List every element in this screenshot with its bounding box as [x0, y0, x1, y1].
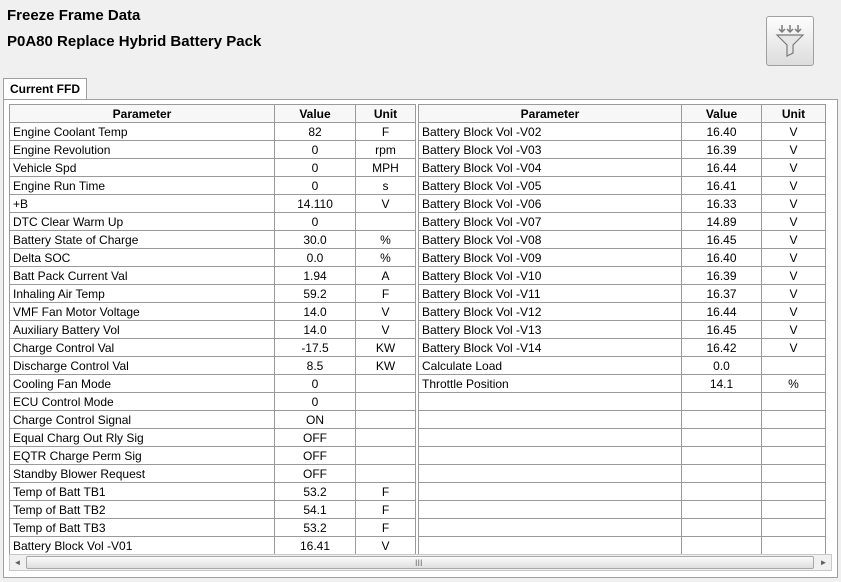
- unit-cell: [762, 411, 826, 429]
- unit-cell: V: [762, 231, 826, 249]
- param-cell: [419, 465, 682, 483]
- table-row[interactable]: [419, 447, 826, 465]
- value-cell: [682, 537, 762, 555]
- table-row[interactable]: [10, 429, 416, 447]
- value-cell: 0: [275, 159, 356, 177]
- table-row[interactable]: [419, 357, 826, 375]
- table-row[interactable]: [419, 537, 826, 555]
- param-cell: Throttle Position: [419, 375, 682, 393]
- value-cell: 16.42: [682, 339, 762, 357]
- param-cell: Battery Block Vol -V11: [419, 285, 682, 303]
- unit-cell: V: [762, 123, 826, 141]
- value-cell: 82: [275, 123, 356, 141]
- value-cell: 0: [275, 393, 356, 411]
- param-cell: Battery Block Vol -V08: [419, 231, 682, 249]
- table-row[interactable]: [419, 501, 826, 519]
- value-cell: [682, 483, 762, 501]
- param-cell: Battery Block Vol -V01: [10, 537, 275, 555]
- param-cell: ECU Control Mode: [10, 393, 275, 411]
- table-row[interactable]: [419, 141, 826, 159]
- unit-cell: V: [762, 213, 826, 231]
- table-row[interactable]: [10, 231, 416, 249]
- param-cell: Temp of Batt TB2: [10, 501, 275, 519]
- value-cell: 53.2: [275, 519, 356, 537]
- param-cell: [419, 537, 682, 555]
- unit-cell: [762, 483, 826, 501]
- table-row[interactable]: [419, 429, 826, 447]
- param-cell: Temp of Batt TB3: [10, 519, 275, 537]
- value-cell: 16.45: [682, 231, 762, 249]
- param-cell: Delta SOC: [10, 249, 275, 267]
- value-cell: 0: [275, 177, 356, 195]
- scroll-right-arrow-icon[interactable]: ►: [816, 555, 831, 570]
- unit-cell: V: [762, 267, 826, 285]
- param-cell: Battery Block Vol -V14: [419, 339, 682, 357]
- table-row[interactable]: [419, 177, 826, 195]
- table-row[interactable]: [419, 321, 826, 339]
- value-cell: 8.5: [275, 357, 356, 375]
- param-cell: Battery Block Vol -V02: [419, 123, 682, 141]
- unit-cell: V: [356, 321, 416, 339]
- table-row[interactable]: [10, 447, 416, 465]
- value-cell: 16.45: [682, 321, 762, 339]
- param-cell: [419, 483, 682, 501]
- value-cell: 16.41: [682, 177, 762, 195]
- param-cell: Engine Coolant Temp: [10, 123, 275, 141]
- unit-cell: [762, 429, 826, 447]
- value-cell: 16.33: [682, 195, 762, 213]
- scrollbar-grip: III: [415, 558, 423, 568]
- table-row[interactable]: [419, 483, 826, 501]
- table-row[interactable]: [419, 303, 826, 321]
- value-cell: [682, 411, 762, 429]
- param-cell: Equal Charg Out Rly Sig: [10, 429, 275, 447]
- unit-cell: [762, 465, 826, 483]
- value-cell: 53.2: [275, 483, 356, 501]
- unit-cell: A: [356, 267, 416, 285]
- table-row[interactable]: [10, 141, 416, 159]
- value-cell: ON: [275, 411, 356, 429]
- value-cell: 54.1: [275, 501, 356, 519]
- table-row[interactable]: [10, 321, 416, 339]
- table-row[interactable]: [419, 213, 826, 231]
- value-cell: OFF: [275, 447, 356, 465]
- value-cell: 0.0: [682, 357, 762, 375]
- value-cell: 30.0: [275, 231, 356, 249]
- table-row[interactable]: [10, 213, 416, 231]
- ffd-panel: [3, 99, 838, 578]
- value-cell: OFF: [275, 465, 356, 483]
- table-row[interactable]: [10, 357, 416, 375]
- value-cell: 0: [275, 213, 356, 231]
- param-cell: [419, 393, 682, 411]
- unit-cell: [762, 519, 826, 537]
- value-cell: 14.0: [275, 303, 356, 321]
- unit-cell: F: [356, 501, 416, 519]
- param-cell: Batt Pack Current Val: [10, 267, 275, 285]
- unit-cell: [356, 411, 416, 429]
- table-row[interactable]: [10, 375, 416, 393]
- scrollbar-thumb[interactable]: [26, 556, 814, 569]
- param-cell: Calculate Load: [419, 357, 682, 375]
- unit-cell: V: [356, 303, 416, 321]
- table-row[interactable]: [419, 375, 826, 393]
- table-row[interactable]: [419, 285, 826, 303]
- param-cell: Inhaling Air Temp: [10, 285, 275, 303]
- unit-cell: F: [356, 483, 416, 501]
- unit-cell: [762, 447, 826, 465]
- value-cell: 1.94: [275, 267, 356, 285]
- param-cell: Discharge Control Val: [10, 357, 275, 375]
- param-cell: Vehicle Spd: [10, 159, 275, 177]
- unit-cell: [356, 375, 416, 393]
- param-cell: Battery Block Vol -V13: [419, 321, 682, 339]
- param-cell: Battery State of Charge: [10, 231, 275, 249]
- table-row[interactable]: [10, 411, 416, 429]
- table-row[interactable]: [10, 465, 416, 483]
- unit-cell: %: [762, 375, 826, 393]
- unit-cell: [762, 501, 826, 519]
- value-cell: [682, 501, 762, 519]
- value-cell: 16.39: [682, 267, 762, 285]
- param-cell: DTC Clear Warm Up: [10, 213, 275, 231]
- value-cell: 16.39: [682, 141, 762, 159]
- param-cell: EQTR Charge Perm Sig: [10, 447, 275, 465]
- table-row[interactable]: [10, 123, 416, 141]
- unit-cell: [356, 465, 416, 483]
- param-cell: [419, 501, 682, 519]
- value-cell: 16.41: [275, 537, 356, 555]
- unit-cell: [356, 447, 416, 465]
- value-cell: 14.110: [275, 195, 356, 213]
- funnel-icon: [773, 23, 807, 59]
- value-cell: 16.44: [682, 159, 762, 177]
- table-row[interactable]: [10, 501, 416, 519]
- param-cell: +B: [10, 195, 275, 213]
- unit-cell: V: [762, 321, 826, 339]
- table-row[interactable]: [10, 303, 416, 321]
- table-row[interactable]: [10, 195, 416, 213]
- horizontal-scrollbar[interactable]: [9, 554, 832, 571]
- param-cell: Battery Block Vol -V12: [419, 303, 682, 321]
- value-cell: 0: [275, 141, 356, 159]
- unit-cell: KW: [356, 357, 416, 375]
- table-row[interactable]: [419, 123, 826, 141]
- table-row[interactable]: [10, 267, 416, 285]
- unit-cell: %: [356, 231, 416, 249]
- table-row[interactable]: [419, 465, 826, 483]
- value-cell: [682, 393, 762, 411]
- table-row[interactable]: [419, 519, 826, 537]
- unit-cell: F: [356, 519, 416, 537]
- table-row[interactable]: [419, 339, 826, 357]
- value-cell: 16.44: [682, 303, 762, 321]
- unit-cell: [356, 429, 416, 447]
- col-header-parameter[interactable]: Parameter: [10, 105, 275, 123]
- param-cell: [419, 411, 682, 429]
- value-cell: 14.89: [682, 213, 762, 231]
- table-row[interactable]: [10, 519, 416, 537]
- value-cell: -17.5: [275, 339, 356, 357]
- unit-cell: V: [356, 195, 416, 213]
- value-cell: [682, 429, 762, 447]
- value-cell: [682, 519, 762, 537]
- param-cell: Charge Control Val: [10, 339, 275, 357]
- col-header-value[interactable]: Value: [275, 105, 356, 123]
- value-cell: 0: [275, 375, 356, 393]
- param-cell: [419, 429, 682, 447]
- param-cell: [419, 447, 682, 465]
- unit-cell: [762, 393, 826, 411]
- param-cell: Battery Block Vol -V07: [419, 213, 682, 231]
- page-title: Freeze Frame Data: [7, 7, 141, 24]
- param-cell: Battery Block Vol -V03: [419, 141, 682, 159]
- value-cell: 14.0: [275, 321, 356, 339]
- unit-cell: [356, 393, 416, 411]
- table-row[interactable]: [419, 231, 826, 249]
- table-row[interactable]: [419, 249, 826, 267]
- unit-cell: V: [762, 141, 826, 159]
- unit-cell: rpm: [356, 141, 416, 159]
- table-row[interactable]: [10, 285, 416, 303]
- param-cell: Engine Run Time: [10, 177, 275, 195]
- value-cell: 59.2: [275, 285, 356, 303]
- unit-cell: V: [762, 285, 826, 303]
- param-cell: Battery Block Vol -V09: [419, 249, 682, 267]
- table-row[interactable]: [10, 249, 416, 267]
- col-header-value[interactable]: Value: [682, 105, 762, 123]
- unit-cell: KW: [356, 339, 416, 357]
- param-cell: Charge Control Signal: [10, 411, 275, 429]
- param-cell: Battery Block Vol -V04: [419, 159, 682, 177]
- unit-cell: MPH: [356, 159, 416, 177]
- unit-cell: V: [762, 339, 826, 357]
- unit-cell: F: [356, 285, 416, 303]
- table-row[interactable]: [419, 195, 826, 213]
- table-row[interactable]: [10, 339, 416, 357]
- param-cell: Standby Blower Request: [10, 465, 275, 483]
- unit-cell: [762, 537, 826, 555]
- table-row[interactable]: [419, 267, 826, 285]
- value-cell: [682, 447, 762, 465]
- param-cell: Battery Block Vol -V06: [419, 195, 682, 213]
- col-header-parameter[interactable]: Parameter: [419, 105, 682, 123]
- scroll-left-arrow-icon[interactable]: ◄: [10, 555, 25, 570]
- unit-cell: [356, 213, 416, 231]
- param-cell: Cooling Fan Mode: [10, 375, 275, 393]
- unit-cell: s: [356, 177, 416, 195]
- param-cell: Battery Block Vol -V05: [419, 177, 682, 195]
- param-cell: VMF Fan Motor Voltage: [10, 303, 275, 321]
- table-row[interactable]: [10, 177, 416, 195]
- table-row[interactable]: [10, 393, 416, 411]
- unit-cell: %: [356, 249, 416, 267]
- value-cell: [682, 465, 762, 483]
- table-row[interactable]: [10, 537, 416, 555]
- unit-cell: V: [762, 249, 826, 267]
- ffd-table-left: [9, 104, 416, 555]
- value-cell: 16.40: [682, 249, 762, 267]
- table-row[interactable]: [419, 159, 826, 177]
- filter-button[interactable]: [766, 16, 814, 66]
- table-row[interactable]: [10, 483, 416, 501]
- param-cell: Auxiliary Battery Vol: [10, 321, 275, 339]
- value-cell: OFF: [275, 429, 356, 447]
- unit-cell: V: [762, 159, 826, 177]
- unit-cell: V: [762, 195, 826, 213]
- col-header-unit[interactable]: Unit: [762, 105, 826, 123]
- unit-cell: V: [762, 303, 826, 321]
- value-cell: 0.0: [275, 249, 356, 267]
- param-cell: Battery Block Vol -V10: [419, 267, 682, 285]
- param-cell: Engine Revolution: [10, 141, 275, 159]
- value-cell: 16.37: [682, 285, 762, 303]
- dtc-subtitle: P0A80 Replace Hybrid Battery Pack: [7, 33, 262, 50]
- tab-current-ffd[interactable]: Current FFD: [3, 78, 87, 99]
- table-row[interactable]: [419, 411, 826, 429]
- unit-cell: V: [762, 177, 826, 195]
- table-row[interactable]: [10, 159, 416, 177]
- unit-cell: V: [356, 537, 416, 555]
- unit-cell: [762, 357, 826, 375]
- unit-cell: F: [356, 123, 416, 141]
- value-cell: 16.40: [682, 123, 762, 141]
- value-cell: 14.1: [682, 375, 762, 393]
- table-row[interactable]: [419, 393, 826, 411]
- ffd-table-right: [418, 104, 826, 555]
- param-cell: Temp of Batt TB1: [10, 483, 275, 501]
- col-header-unit[interactable]: Unit: [356, 105, 416, 123]
- param-cell: [419, 519, 682, 537]
